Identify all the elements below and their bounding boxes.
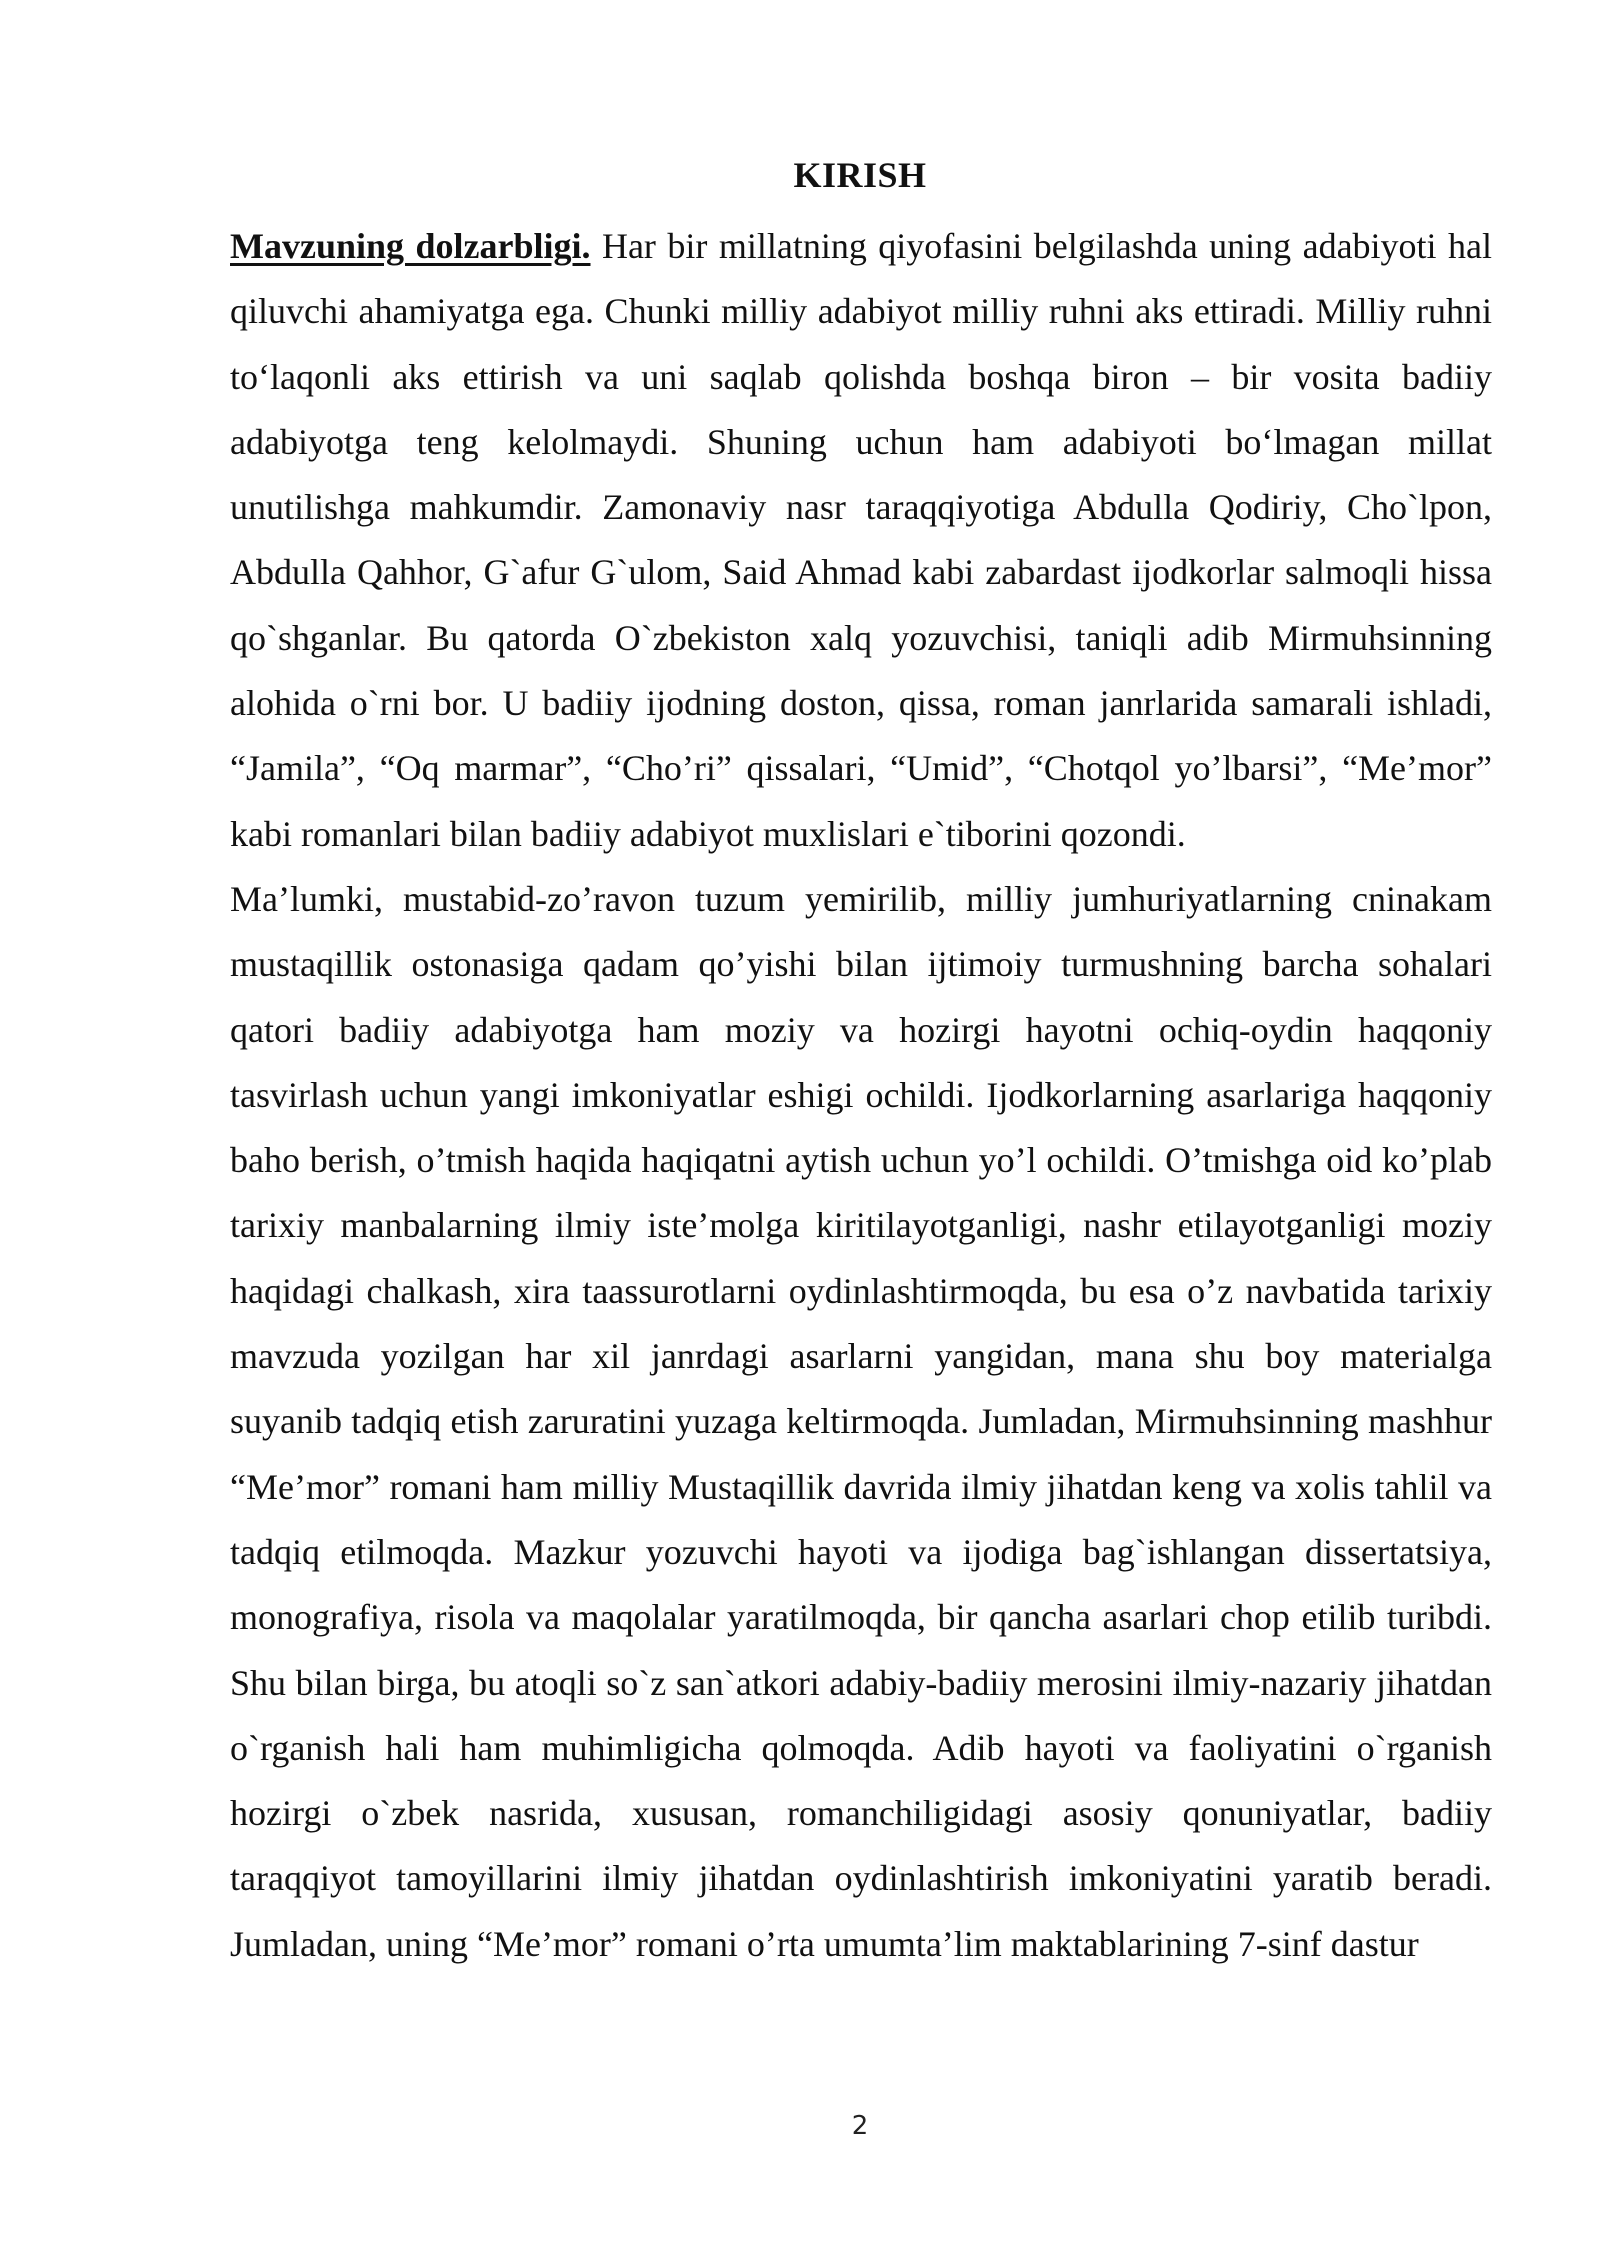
paragraph-context: [230, 867, 1492, 1977]
body-text: [230, 214, 1492, 1977]
paragraph-relevance: [230, 214, 1492, 867]
paragraph-text: Har bir millatning qiyofasini belgilashda uning adabiyoti hal qiluvchi ahamiyatga ega. Chunki milliy adabiyot milliy ruhni aks ettiradi. Milliy ruhni to‘laqonli aks ettirish va uni saqlab qolishda boshqa biron – bir vosita badiiy adabiyotga teng kelolmaydi. Shuning uchun ham adabiyoti bo‘lmagan millat unutilishga mahkumdir. Zamonaviy nasr taraqqiyotiga Abdulla Qodiriy, Cho`lpon, Abdulla Qahhor, G`afur G`ulom, Said Ahmad kabi zabardast ijodkorlar salmoqli hissa qo`shganlar. Bu qatorda O`zbekiston xalq yozuvchisi, taniqli adib Mirmuhsinning alohida o`rni bor. U badiiy ijodning doston, qissa, roman janrlarida samarali ishladi, “Jamila”, “Oq marmar”, “Cho’ri” qissalari, “Umid”, “Chotqol yo’lbarsi”, “Me’mor” kabi romanlari bilan badiiy adabiyot muxlislari e`tiborini qozondi.: [230, 226, 1493, 854]
paragraph-lead-title: Mavzuning dolzarbligi.: [230, 226, 591, 266]
page-number: 2: [851, 2111, 869, 2141]
section-heading: KIRISH: [793, 155, 927, 195]
paragraph-text: Ma’lumki, mustabid-zo’ravon tuzum yemirilib, milliy jumhuriyatlarning cninakam mustaqillik ostonasiga qadam qo’yishi bilan ijtimoiy turmushning barcha sohalari qatori badiiy adabiyotga ham moziy va hozirgi hayotni ochiq-oydin haqqoniy tasvirlash uchun yangi imkoniyatlar eshigi ochildi. Ijodkorlarning asarlariga haqqoniy baho berish, o’tmish haqida haqiqatni aytish uchun yo’l ochildi. O’tmishga oid ko’plab tarixiy manbalarning ilmiy iste’molga kiritilayotganligi, nashr etilayotganligi moziy haqidagi chalkash, xira taassurotlarni oydinlashtirmoqda, bu esa o’z navbatida tarixiy mavzuda yozilgan har xil janrdagi asarlarni yangidan, mana shu boy materialga suyanib tadqiq etish zaruratini yuzaga keltirmoqda. Jumladan, Mirmuhsinning mashhur “Me’mor” romani ham milliy Mustaqillik davrida ilmiy jihatdan keng va xolis tahlil va tadqiq etilmoqda. Mazkur yozuvchi hayoti va ijodiga bag`ishlangan dissertatsiya, monografiya, risola va maqolalar yaratilmoqda, bir qancha asarlari chop etilib turibdi. Shu bilan birga, bu atoqli so`z san`atkori adabiy-badiiy merosini ilmiy-nazariy jihatdan o`rganish hali ham muhimligicha qolmoqda. Adib hayoti va faoliyatini o`rganish hozirgi o`zbek nasrida, xususan, romanchiligidagi asosiy qonuniyatlar, badiiy taraqqiyot tamoyillarini ilmiy jihatdan oydinlashtirish imkoniyatini yaratib beradi. Jumladan, uning “Me’mor” romani o’rta umumta’lim maktablarining 7-sinf dastur: [230, 878, 1492, 1964]
